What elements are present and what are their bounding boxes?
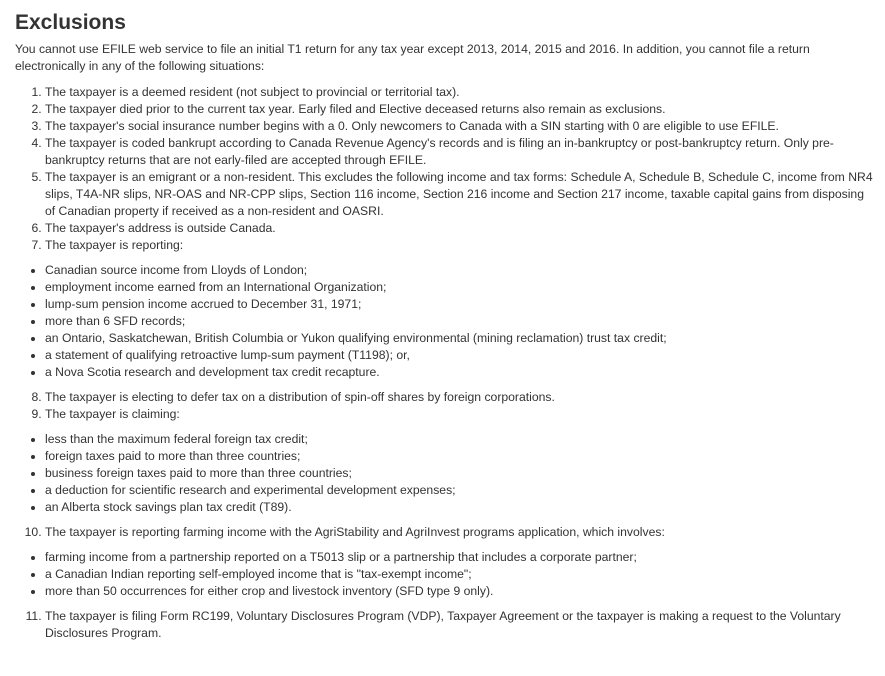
farming-sublist bbox=[15, 549, 875, 600]
reporting-sublist bbox=[15, 262, 875, 381]
sub-item: • less than the maximum federal foreign tax credit; bbox=[45, 431, 875, 448]
sub-item: • employment income earned from an International Organization; bbox=[45, 279, 875, 296]
list-item-7 bbox=[45, 237, 875, 381]
sub-item: • a statement of qualifying retroactive lump-sum payment (T1198); or, bbox=[45, 347, 875, 364]
list-item-8: 8. The taxpayer is electing to defer tax on a distribution of spin-off shares by foreign corporations. bbox=[45, 389, 875, 406]
list-item-1: 1. The taxpayer is a deemed resident (not subject to provincial or territorial tax). bbox=[45, 84, 875, 101]
sub-item: • a Nova Scotia research and development tax credit recapture. bbox=[45, 364, 875, 381]
sub-item: • more than 50 occurrences for either crop and livestock inventory (SFD type 9 only). bbox=[45, 583, 875, 600]
page-title: Exclusions bbox=[15, 11, 126, 34]
list-item-3: 3. The taxpayer's social insurance number begins with a 0. Only newcomers to Canada with a SIN starting with 0 are eligible to use EFILE. bbox=[45, 118, 875, 135]
list-item-10 bbox=[45, 524, 875, 600]
list-item-4: 4. The taxpayer is coded bankrupt according to Canada Revenue Agency's records and is filing an in-bankruptcy or post-bankruptcy return. Only pre-bankruptcy returns that are not early-filed are accepted through EFILE. bbox=[45, 135, 875, 169]
sub-item: • an Alberta stock savings plan tax credit (T89). bbox=[45, 499, 875, 516]
sub-item: • an Ontario, Saskatchewan, British Columbia or Yukon qualifying environmental (mining reclamation) trust tax credit; bbox=[45, 330, 875, 347]
sub-item: • farming income from a partnership reported on a T5013 slip or a partnership that includes a corporate partner; bbox=[45, 549, 875, 566]
intro-paragraph: You cannot use EFILE web service to file an initial T1 return for any tax year except 2013, 2014, 2015 and 2016. In addition, you cannot file a return electronically in any of the following situations: bbox=[15, 42, 810, 73]
sub-item: • Canadian source income from Lloyds of London; bbox=[45, 262, 875, 279]
claiming-sublist bbox=[15, 431, 875, 516]
list-item-5: 5. The taxpayer is an emigrant or a non-resident. This excludes the following income and tax forms: Schedule A, Schedule B, Schedule C, income from NR4 slips, T4A-NR slips, NR-OAS and NR-CPP slips, Section 116 income, Section 216 income and Section 217 income, taxable capital gains from disposing of Canadian property if received as a non-resident and OASRI. bbox=[45, 169, 875, 220]
sub-item: • lump-sum pension income accrued to December 31, 1971; bbox=[45, 296, 875, 313]
list-item-11: 11. The taxpayer is filing Form RC199, Voluntary Disclosures Program (VDP), Taxpayer Agreement or the taxpayer is making a request to the Voluntary Disclosures Program. bbox=[45, 608, 875, 642]
sub-item: • a deduction for scientific research and experimental development expenses; bbox=[45, 482, 875, 499]
list-item-10-text: The taxpayer is reporting farming income with the AgriStability and AgriInvest programs application, which involves: bbox=[45, 525, 665, 539]
sub-item: • more than 6 SFD records; bbox=[45, 313, 875, 330]
list-item-7-text: The taxpayer is reporting: bbox=[45, 238, 184, 252]
list-item-9 bbox=[45, 406, 875, 516]
exclusions-list bbox=[15, 84, 875, 642]
list-item-6: 6. The taxpayer's address is outside Canada. bbox=[45, 220, 875, 237]
sub-item: • a Canadian Indian reporting self-employed income that is "tax-exempt income"; bbox=[45, 566, 875, 583]
sub-item: • foreign taxes paid to more than three countries; bbox=[45, 448, 875, 465]
sub-item: • business foreign taxes paid to more than three countries; bbox=[45, 465, 875, 482]
list-item-2: 2. The taxpayer died prior to the current tax year. Early filed and Elective deceased returns also remain as exclusions. bbox=[45, 101, 875, 118]
list-item-9-text: The taxpayer is claiming: bbox=[45, 407, 180, 421]
